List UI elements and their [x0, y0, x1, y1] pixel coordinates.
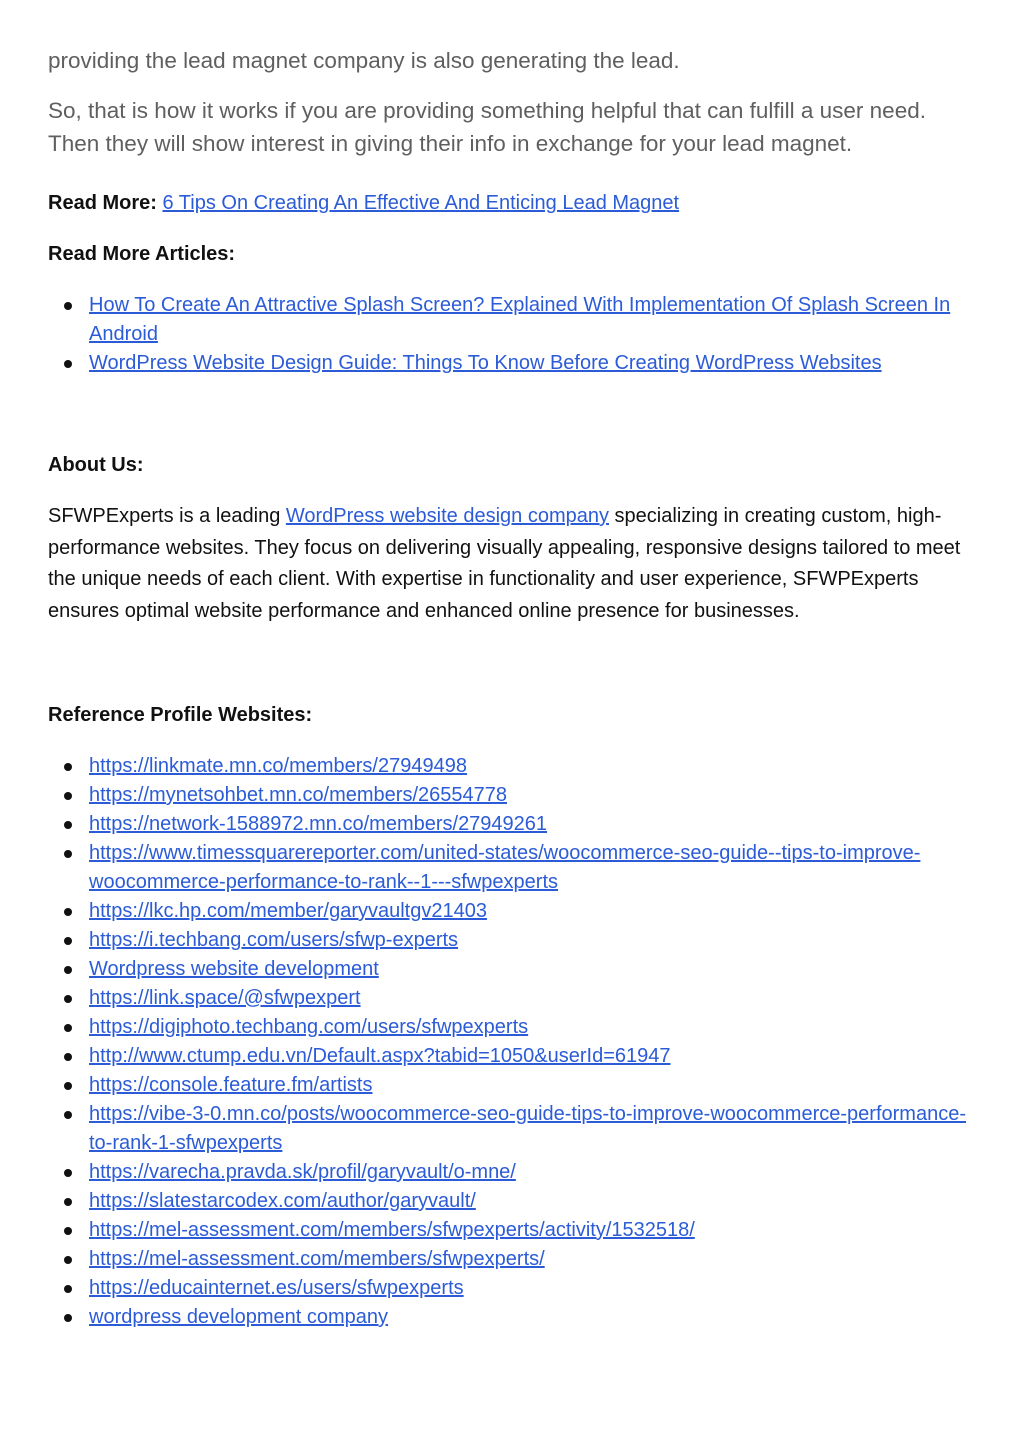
- bullet-icon: [64, 1024, 72, 1032]
- reference-link[interactable]: https://digiphoto.techbang.com/users/sfwpexperts: [89, 1016, 529, 1038]
- bullet-icon: [64, 821, 72, 829]
- reference-link[interactable]: https://slatestarcodex.com/author/garyvault/: [89, 1190, 476, 1212]
- reference-link[interactable]: https://lkc.hp.com/member/garyvaultgv21403: [89, 900, 487, 922]
- list-item: [48, 1245, 978, 1274]
- bullet-icon: [64, 1227, 72, 1235]
- list-item: [48, 291, 978, 349]
- list-item: [48, 1158, 978, 1187]
- list-item: [48, 349, 978, 378]
- list-item: [48, 752, 978, 781]
- bullet-icon: [64, 302, 72, 310]
- bullet-icon: [64, 792, 72, 800]
- bullet-icon: [64, 937, 72, 945]
- reference-link[interactable]: wordpress development company: [89, 1306, 389, 1328]
- bullet-icon: [64, 1111, 72, 1119]
- reference-link[interactable]: https://varecha.pravda.sk/profil/garyvault/o-mne/: [89, 1161, 516, 1183]
- document-page: [48, 44, 978, 1332]
- intro-paragraph-1: providing the lead magnet company is also generating the lead.: [48, 48, 680, 73]
- list-item: [48, 1187, 978, 1216]
- list-item: [48, 839, 978, 897]
- bullet-icon: [64, 1082, 72, 1090]
- bullet-icon: [64, 1198, 72, 1206]
- list-item: [48, 1042, 978, 1071]
- intro-section: [48, 44, 978, 160]
- about-text-before: SFWPExperts is a leading: [48, 505, 286, 527]
- article-link[interactable]: WordPress Website Design Guide: Things To Know Before Creating WordPress Websites: [89, 352, 882, 374]
- reference-link[interactable]: https://mynetsohbet.mn.co/members/26554778: [89, 784, 508, 806]
- article-link[interactable]: How To Create An Attractive Splash Screen? Explained With Implementation Of Splash Screen In Android: [89, 294, 951, 345]
- list-item: [48, 810, 978, 839]
- reference-link[interactable]: https://link.space/@sfwpexpert: [89, 987, 361, 1009]
- list-item: [48, 1274, 978, 1303]
- reference-link[interactable]: https://mel-assessment.com/members/sfwpexperts/activity/1532518/: [89, 1219, 695, 1241]
- bullet-icon: [64, 966, 72, 974]
- references-list: [48, 752, 978, 1332]
- about-company-link[interactable]: WordPress website design company: [285, 505, 609, 527]
- list-item: [48, 897, 978, 926]
- reference-link[interactable]: https://educainternet.es/users/sfwpexperts: [89, 1277, 464, 1299]
- read-more-label: Read More:: [48, 192, 157, 214]
- reference-link[interactable]: Wordpress website development: [89, 958, 379, 980]
- reference-link[interactable]: https://i.techbang.com/users/sfwp-experts: [89, 929, 459, 951]
- list-item: [48, 781, 978, 810]
- bullet-icon: [64, 908, 72, 916]
- bullet-icon: [64, 1169, 72, 1177]
- bullet-icon: [64, 1053, 72, 1061]
- bullet-icon: [64, 1256, 72, 1264]
- list-item: [48, 1013, 978, 1042]
- intro-paragraph-2: So, that is how it works if you are providing something helpful that can fulfill a user need. Then they will show interest in giving their info in exchange for your lead magnet.: [48, 98, 926, 156]
- bullet-icon: [64, 995, 72, 1003]
- reference-link[interactable]: https://console.feature.fm/artists: [89, 1074, 373, 1096]
- list-item: [48, 1216, 978, 1245]
- reference-link[interactable]: http://www.ctump.edu.vn/Default.aspx?tabid=1050&userId=61947: [89, 1045, 671, 1067]
- about-heading: About Us:: [48, 454, 144, 476]
- about-text-after: specializing in creating custom, high-performance websites. They focus on delivering visually appealing, responsive designs tailored to meet the unique needs of each client. With expertise in functionality and user experience, SFWPExperts ensures optimal website performance and enhanced online presence for businesses.: [48, 505, 961, 622]
- bullet-icon: [64, 763, 72, 771]
- articles-heading: Read More Articles:: [48, 243, 236, 265]
- reference-link[interactable]: https://network-1588972.mn.co/members/27949261: [89, 813, 548, 835]
- reference-link[interactable]: https://linkmate.mn.co/members/27949498: [89, 755, 467, 777]
- about-paragraph: [48, 501, 978, 627]
- bullet-icon: [64, 850, 72, 858]
- list-item: [48, 1303, 978, 1332]
- bullet-icon: [64, 1285, 72, 1293]
- reference-link[interactable]: https://mel-assessment.com/members/sfwpexperts/: [89, 1248, 545, 1270]
- references-heading: Reference Profile Websites:: [48, 704, 313, 726]
- bullet-icon: [64, 1314, 72, 1322]
- list-item: [48, 984, 978, 1013]
- list-item: [48, 955, 978, 984]
- reference-link[interactable]: https://www.timessquarereporter.com/united-states/woocommerce-seo-guide--tips-to-improve-woocommerce-performance-to-rank--1---sfwpexperts: [89, 842, 921, 893]
- list-item: [48, 1100, 978, 1158]
- articles-list: [48, 291, 978, 378]
- read-more-link[interactable]: 6 Tips On Creating An Effective And Enticing Lead Magnet: [162, 192, 680, 214]
- reference-link[interactable]: https://vibe-3-0.mn.co/posts/woocommerce-seo-guide-tips-to-improve-woocommerce-performance-to-rank-1-sfwpexperts: [89, 1103, 966, 1154]
- list-item: [48, 926, 978, 955]
- bullet-icon: [64, 360, 72, 368]
- list-item: [48, 1071, 978, 1100]
- read-more-line: [48, 188, 978, 218]
